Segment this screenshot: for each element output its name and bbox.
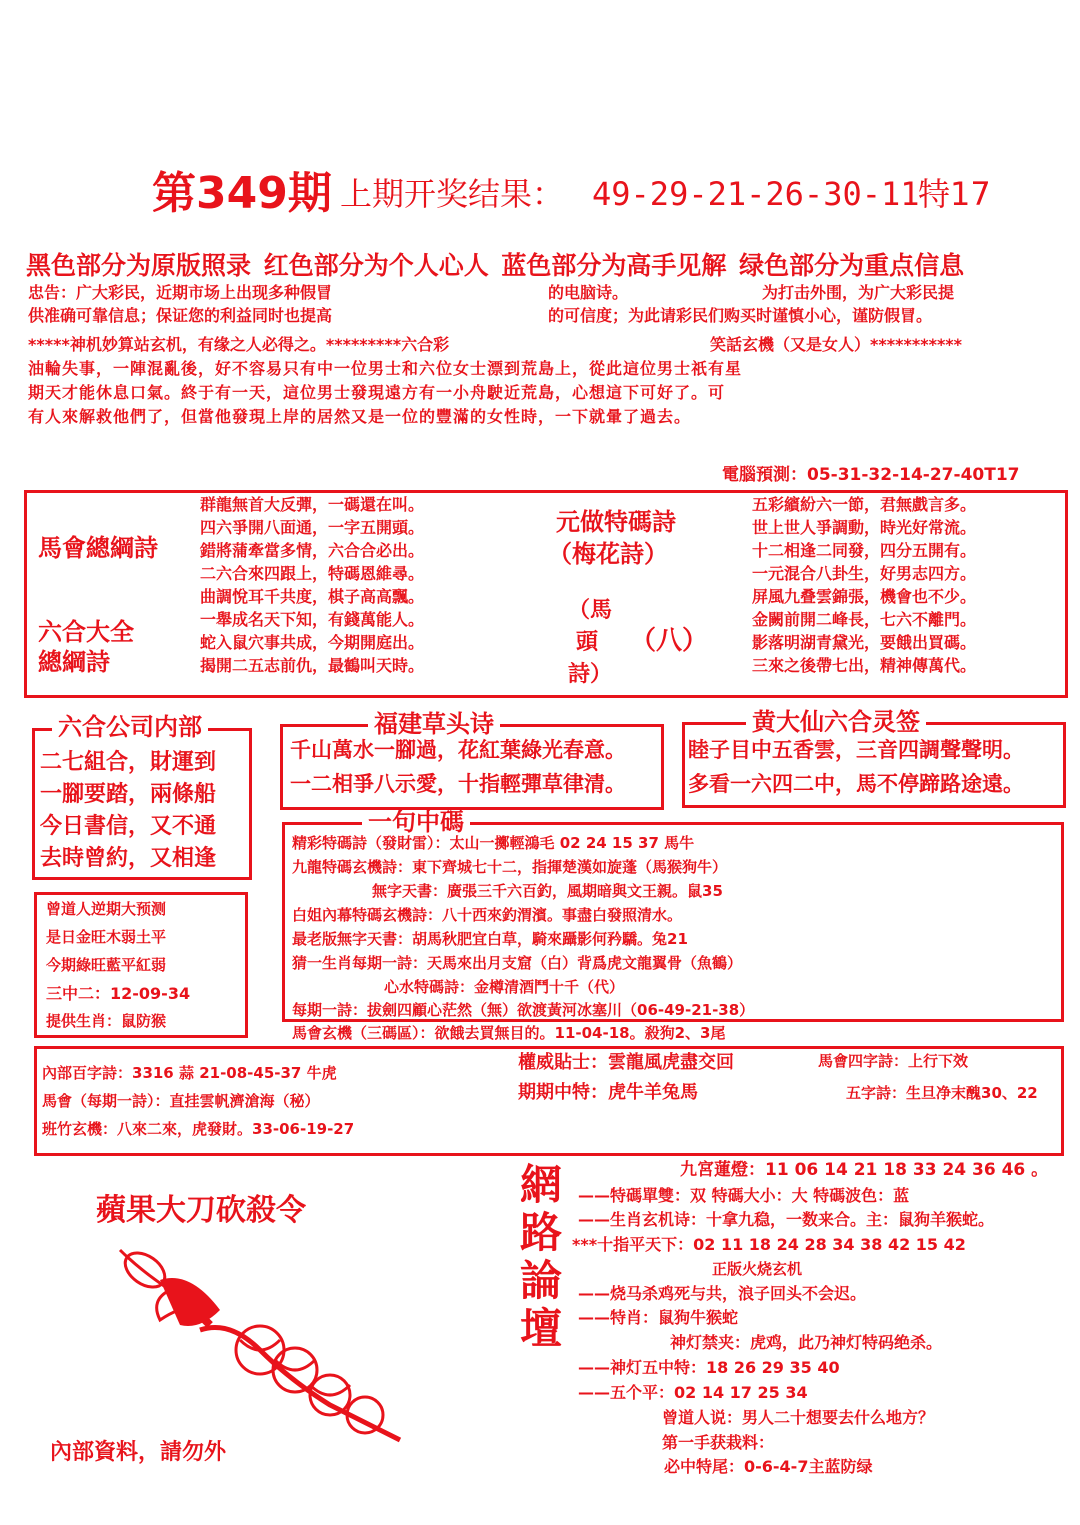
- hundred-char-poem: 內部百字詩：3316 蒜 21-08-45-37 牛虎: [42, 1064, 337, 1082]
- one-sentence-title: 一句中碼: [362, 810, 470, 834]
- company-line: 去時曾約，又相逢: [40, 846, 217, 871]
- poem-right-line: 一元混合八卦生，好男志四方。: [752, 564, 977, 583]
- fujian-line2: 一二相爭八示愛，十指輕彈草律清。: [290, 772, 626, 796]
- authority-tip: 權威貼士：雲龍風虎盡交回: [518, 1052, 734, 1073]
- joke-story-line1: 油輪失事，一陣混亂後，好不容易只有中一位男士和六位女士漂到荒島上，從此這位男士祇有星: [28, 359, 743, 378]
- five-char-poem: 五字詩：生旦净末醜30、22: [846, 1084, 1038, 1102]
- poem-left-line: 揭開二五志前仇，最鶴叫天時。: [200, 656, 425, 675]
- poem-title-eight: （八）: [630, 626, 709, 656]
- special-number: 特17: [918, 175, 991, 213]
- company-line: 今日書信，又不通: [40, 814, 217, 839]
- horse-club-poem: 馬會（每期一詩）：直挂雲帆濟滄海（秘）: [42, 1092, 320, 1110]
- last-result-numbers: 49-29-21-26-30-11: [592, 175, 920, 213]
- company-line: 一腳要踏，兩條船: [40, 782, 217, 807]
- bamboo-mystery: 班竹玄機：八來二來，虎發財。33-06-19-27: [42, 1120, 355, 1138]
- forum-line: 九宮蓮燈：11 06 14 21 18 33 24 36 46 。: [680, 1160, 1049, 1180]
- poem-title-horsehead-b: 頭: [576, 630, 599, 655]
- computer-prediction: 電腦預測：05-31-32-14-27-40T17: [722, 465, 1020, 485]
- one-sentence-line: 白姐內幕特碼玄機詩：八十西來釣渭濱。事盡白發照清水。: [292, 906, 683, 924]
- poem-left-line: 二六合來四跟上，特碼恩維尋。: [200, 564, 425, 583]
- poem-title-horsehead-a: （馬: [568, 598, 613, 623]
- wongtaisin-line2: 多看一六四二中，馬不停蹄路途遠。: [688, 772, 1024, 796]
- poem-title-liuhe-b: 總綱詩: [38, 648, 110, 676]
- company-title: 六合公司内部: [52, 715, 208, 739]
- poem-title-plum-sub: （梅花詩）: [548, 540, 668, 568]
- forum-line: 正版火烧玄机: [712, 1260, 803, 1278]
- forum-line: 神灯禁夹：虎鸡，此乃神灯特码绝杀。: [670, 1333, 943, 1352]
- joke-story-line3: 有人來解救他們了，但當他發現上岸的居然又是一位的豐滿的女性時，一下就暈了過去。: [28, 407, 692, 426]
- one-sentence-line: 猜一生肖每期一詩：天馬來出月支窟（白）背爲虎文龍翼骨（魚鶴）: [292, 954, 743, 972]
- notice-line3a: *****神机妙算站玄机，有缘之人必得之。*********六合彩: [28, 335, 450, 354]
- poem-right-line: 五彩繽紛六一節，君無戲言多。: [752, 495, 977, 514]
- company-line: 二七組合，財運到: [40, 750, 217, 775]
- poem-title-plum: 元做特碼詩: [556, 508, 676, 536]
- forum-title-char: 壇: [520, 1304, 563, 1353]
- one-sentence-line: 最老版無字天書：胡馬秋肥宜白草，騎來躡影何矜驕。兔21: [292, 930, 688, 948]
- company-lines: [40, 752, 216, 870]
- sword-illustration: [100, 1230, 430, 1450]
- one-sentence-line: 馬會玄機（三碼區）：欲餓去買無目的。11-04-18。殺狗2、3尾: [292, 1024, 726, 1042]
- forum-title-char: 網: [520, 1160, 563, 1209]
- forum-line: ——烧马杀鸡死与共，浪子回头不会迟。: [578, 1284, 867, 1303]
- forum-title-char: 論: [520, 1256, 563, 1305]
- poem-left-line: 群龍無首大反彈，一碼還在叫。: [200, 495, 425, 514]
- poem-left-line: 蛇入鼠穴事共成，今期開庭出。: [200, 633, 425, 652]
- notice-line2b: 的可信度；为此请彩民们购买时谨慎小心，谨防假冒。: [548, 306, 933, 325]
- forum-line: ***十指平天下：02 11 18 24 28 34 38 42 15 42: [572, 1235, 966, 1254]
- fujian-title: 福建草头诗: [368, 712, 500, 736]
- notice-line1a: 忠告：广大彩民，近期市场上出现多种假冒: [28, 283, 333, 302]
- prophet-line2: 今期綠旺藍平紅弱: [46, 956, 167, 974]
- one-sentence-line: 無字天書：廣張三千六百釣，風期暗與文王親。鼠35: [372, 882, 723, 900]
- wongtaisin-line1: 睦子目中五香雲，三音四調聲聲明。: [688, 738, 1024, 762]
- poem-right-line: 世上世人爭調動，時光好常流。: [752, 518, 977, 537]
- four-char-poem: 馬會四字詩：上行下效: [818, 1052, 969, 1070]
- periodic-special: 期期中特：虎牛羊兔馬: [518, 1082, 698, 1103]
- forum-line: ——五个平：02 14 17 25 34: [578, 1383, 808, 1402]
- one-sentence-line: 精彩特碼詩（發財雷）：太山一擲輕鴻毛 02 24 15 37 馬牛: [292, 834, 695, 852]
- prophet-line4: 提供生肖：鼠防猴: [46, 1012, 167, 1030]
- issue-number: 第349期: [152, 168, 332, 219]
- fujian-line1: 千山萬水一腳過，花紅葉綠光春意。: [290, 738, 626, 762]
- poem-left-line: 一舉成名天下知，有錢萬能人。: [200, 610, 425, 629]
- internal-data-footer: 內部資料，請勿外: [50, 1440, 227, 1465]
- poem-left-line: 四六爭開八面通，一字五開頭。: [200, 518, 425, 537]
- notice-line1c: 为打击外围，为广大彩民提: [762, 283, 955, 302]
- one-sentence-line: 九龍特碼玄機詩：東下齊城七十二，指揮楚漢如旋蓬（馬猴狗牛）: [292, 858, 728, 876]
- poem-left-column: [200, 497, 424, 674]
- apple-knife-title: 蘋果大刀砍殺令: [96, 1193, 306, 1228]
- poem-left-line: 曲調悅耳千共度，棋子高高飄。: [200, 587, 425, 606]
- poem-title-liuhe-a: 六合大全: [38, 618, 134, 646]
- poem-title-horsehead-c: 詩）: [568, 662, 613, 687]
- prophet-line3: 三中二：12-09-34: [46, 984, 191, 1003]
- prophet-line1: 是日金旺木弱土平: [46, 928, 167, 946]
- poem-title-horse-club: 馬會總綱詩: [38, 534, 158, 562]
- notice-line3b: 笑話玄機（又是女人）***********: [710, 335, 963, 354]
- poem-right-line: 屏風九叠雲錦張，機會也不少。: [752, 587, 977, 606]
- one-sentence-line: 每期一詩：拔劍四顧心茫然（無）欲渡黃河冰塞川（06-49-21-38）: [292, 1001, 755, 1019]
- one-sentence-line: 心水特碼詩：金樽清酒鬥十千（代）: [384, 978, 625, 996]
- forum-line: ——特碼單雙：双 特碼大小：大 特碼波色：蓝: [578, 1186, 910, 1205]
- poem-right-column: [752, 497, 976, 674]
- poem-right-line: 金闕前開二峰長，七六不離門。: [752, 610, 977, 629]
- last-result-label: 上期开奖结果：: [340, 175, 565, 213]
- forum-line: ——特肖：鼠狗牛猴蛇: [578, 1308, 739, 1327]
- forum-line: 必中特尾：0-6-4-7主蓝防绿: [664, 1457, 873, 1476]
- forum-line: ——生肖玄机诗：十拿九稳，一数来合。主：鼠狗羊猴蛇。: [578, 1210, 995, 1229]
- notice-line2a: 供准确可靠信息；保证您的利益同时也提高: [28, 306, 333, 325]
- forum-line: 第一手获栽料：: [662, 1433, 775, 1452]
- prophet-title: 曾道人逆期大预测: [46, 900, 167, 918]
- forum-title-char: 路: [520, 1208, 563, 1257]
- forum-line: ——神灯五中特：18 26 29 35 40: [578, 1358, 840, 1377]
- poem-right-line: 十二相逢二同發，四分五開有。: [752, 541, 977, 560]
- forum-line: 曾道人说：男人二十想要去什么地方？: [662, 1408, 935, 1427]
- wongtaisin-title: 黄大仙六合灵签: [746, 710, 926, 734]
- joke-story-line2: 期天才能休息口氣。終于有一天，這位男士發現遠方有一小舟駛近荒島，心想這下可好了。可: [28, 383, 726, 402]
- forum-vertical-title: [520, 1160, 563, 1353]
- poem-right-line: 影落明湖青黛光，要餓出買碼。: [752, 633, 977, 652]
- poem-left-line: 錯將蒲牽當多情，六合合必出。: [200, 541, 425, 560]
- poem-right-line: 三來之後帶七出，精神傳萬代。: [752, 656, 977, 675]
- notice-line1b: 的电脑诗。: [548, 283, 629, 302]
- color-legend: 黑色部分为原版照录 红色部分为个人心人 蓝色部分为高手见解 绿色部分为重点信息: [26, 251, 965, 280]
